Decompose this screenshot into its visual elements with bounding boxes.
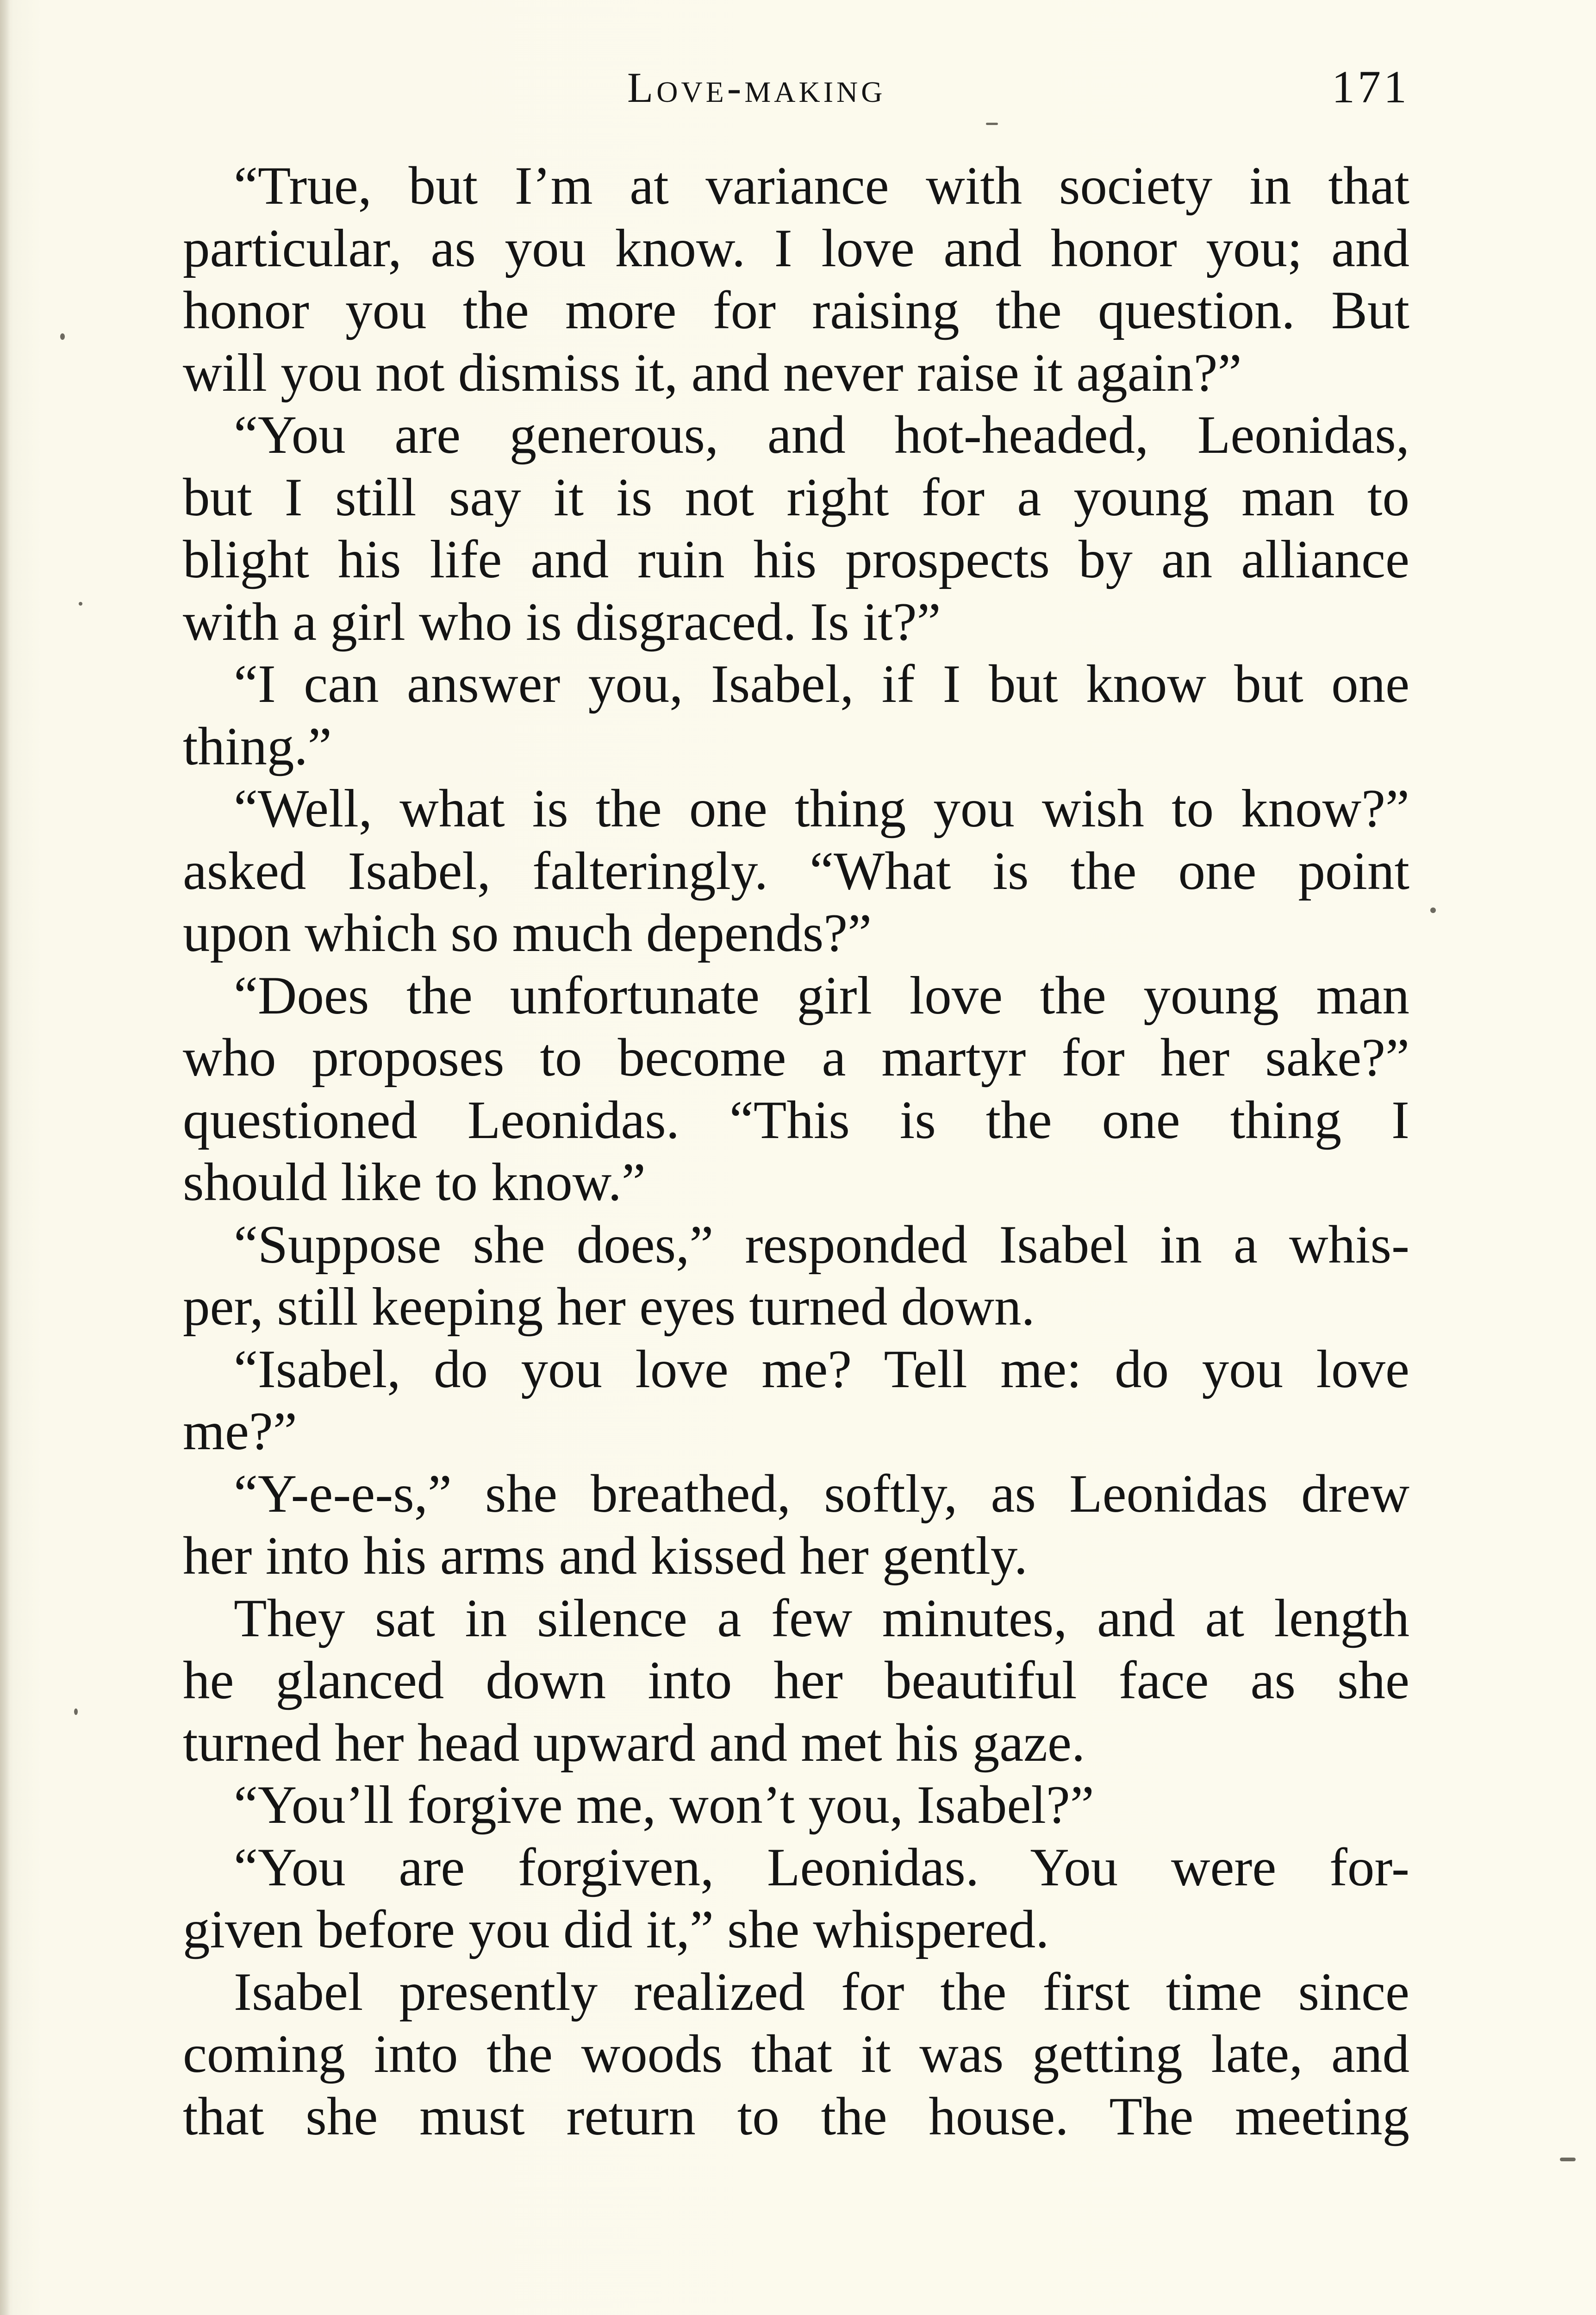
text-line: “True, but I’m at variance with society in that (234, 156, 1409, 216)
page-gutter-shadow (0, 0, 10, 2315)
text-line: They sat in silence a few minutes, and at length (234, 1588, 1409, 1648)
running-head (183, 55, 1409, 124)
text-line: “I can answer you, Isabel, if I but know but one (234, 654, 1409, 714)
text-line: should like to know.” (183, 1152, 646, 1212)
text-line: thing.” (183, 716, 332, 776)
paper-speck (79, 602, 82, 606)
text-line: Isabel presently realized for the first time since (234, 1962, 1409, 2022)
text-line: “Y-e-e-s,” she breathed, softly, as Leonidas drew (234, 1464, 1409, 1524)
text-line: her into his arms and kissed her gently. (183, 1526, 1028, 1586)
text-line: with a girl who is disgraced. Is it?” (183, 592, 941, 652)
body-text (183, 155, 1409, 2148)
chapter-title: Love-making (627, 64, 886, 111)
text-line: “Isabel, do you love me? Tell me: do you love (234, 1339, 1409, 1399)
text-line: he glanced down into her beautiful face as she (183, 1651, 1409, 1710)
text-line: who proposes to become a martyr for her sake?” (183, 1028, 1409, 1088)
text-line: but I still say it is not right for a young man to (183, 467, 1409, 527)
text-line: that she must return to the house. The meeting (183, 2086, 1409, 2146)
paper-speck (74, 1708, 78, 1715)
text-line: particular, as you know. I love and honor you; and (183, 218, 1409, 278)
page-number: 171 (1332, 61, 1409, 113)
text-line: will you not dismiss it, and never raise it again?” (183, 343, 1242, 403)
text-line: “You are forgiven, Leonidas. You were for- (234, 1837, 1409, 1897)
text-line: me?” (183, 1402, 297, 1461)
text-line: turned her head upward and met his gaze. (183, 1713, 1085, 1773)
paper-speck (1560, 2158, 1576, 2161)
text-line: “You’ll forgive me, won’t you, Isabel?” (234, 1775, 1094, 1835)
paper-speck (986, 123, 998, 125)
text-line: questioned Leonidas. “This is the one thing I (183, 1090, 1409, 1150)
text-line: blight his life and ruin his prospects by an alliance (183, 530, 1409, 589)
text-line: upon which so much depends?” (183, 903, 872, 963)
text-line: per, still keeping her eyes turned down. (183, 1277, 1035, 1337)
paper-speck (60, 333, 65, 340)
text-line: “Suppose she does,” responded Isabel in a whis- (234, 1214, 1409, 1275)
text-line: “You are generous, and hot-headed, Leonidas, (234, 405, 1409, 465)
text-line: coming into the woods that it was getting late, and (183, 2024, 1409, 2084)
text-line: honor you the more for raising the question. But (183, 281, 1409, 340)
text-line: “Does the unfortunate girl love the young man (234, 965, 1409, 1026)
paper-speck (1430, 907, 1436, 913)
text-line: “Well, what is the one thing you wish to know?” (234, 779, 1409, 838)
text-line: asked Isabel, falteringly. “What is the one point (183, 841, 1409, 901)
text-line: given before you did it,” she whispered. (183, 1900, 1049, 1959)
